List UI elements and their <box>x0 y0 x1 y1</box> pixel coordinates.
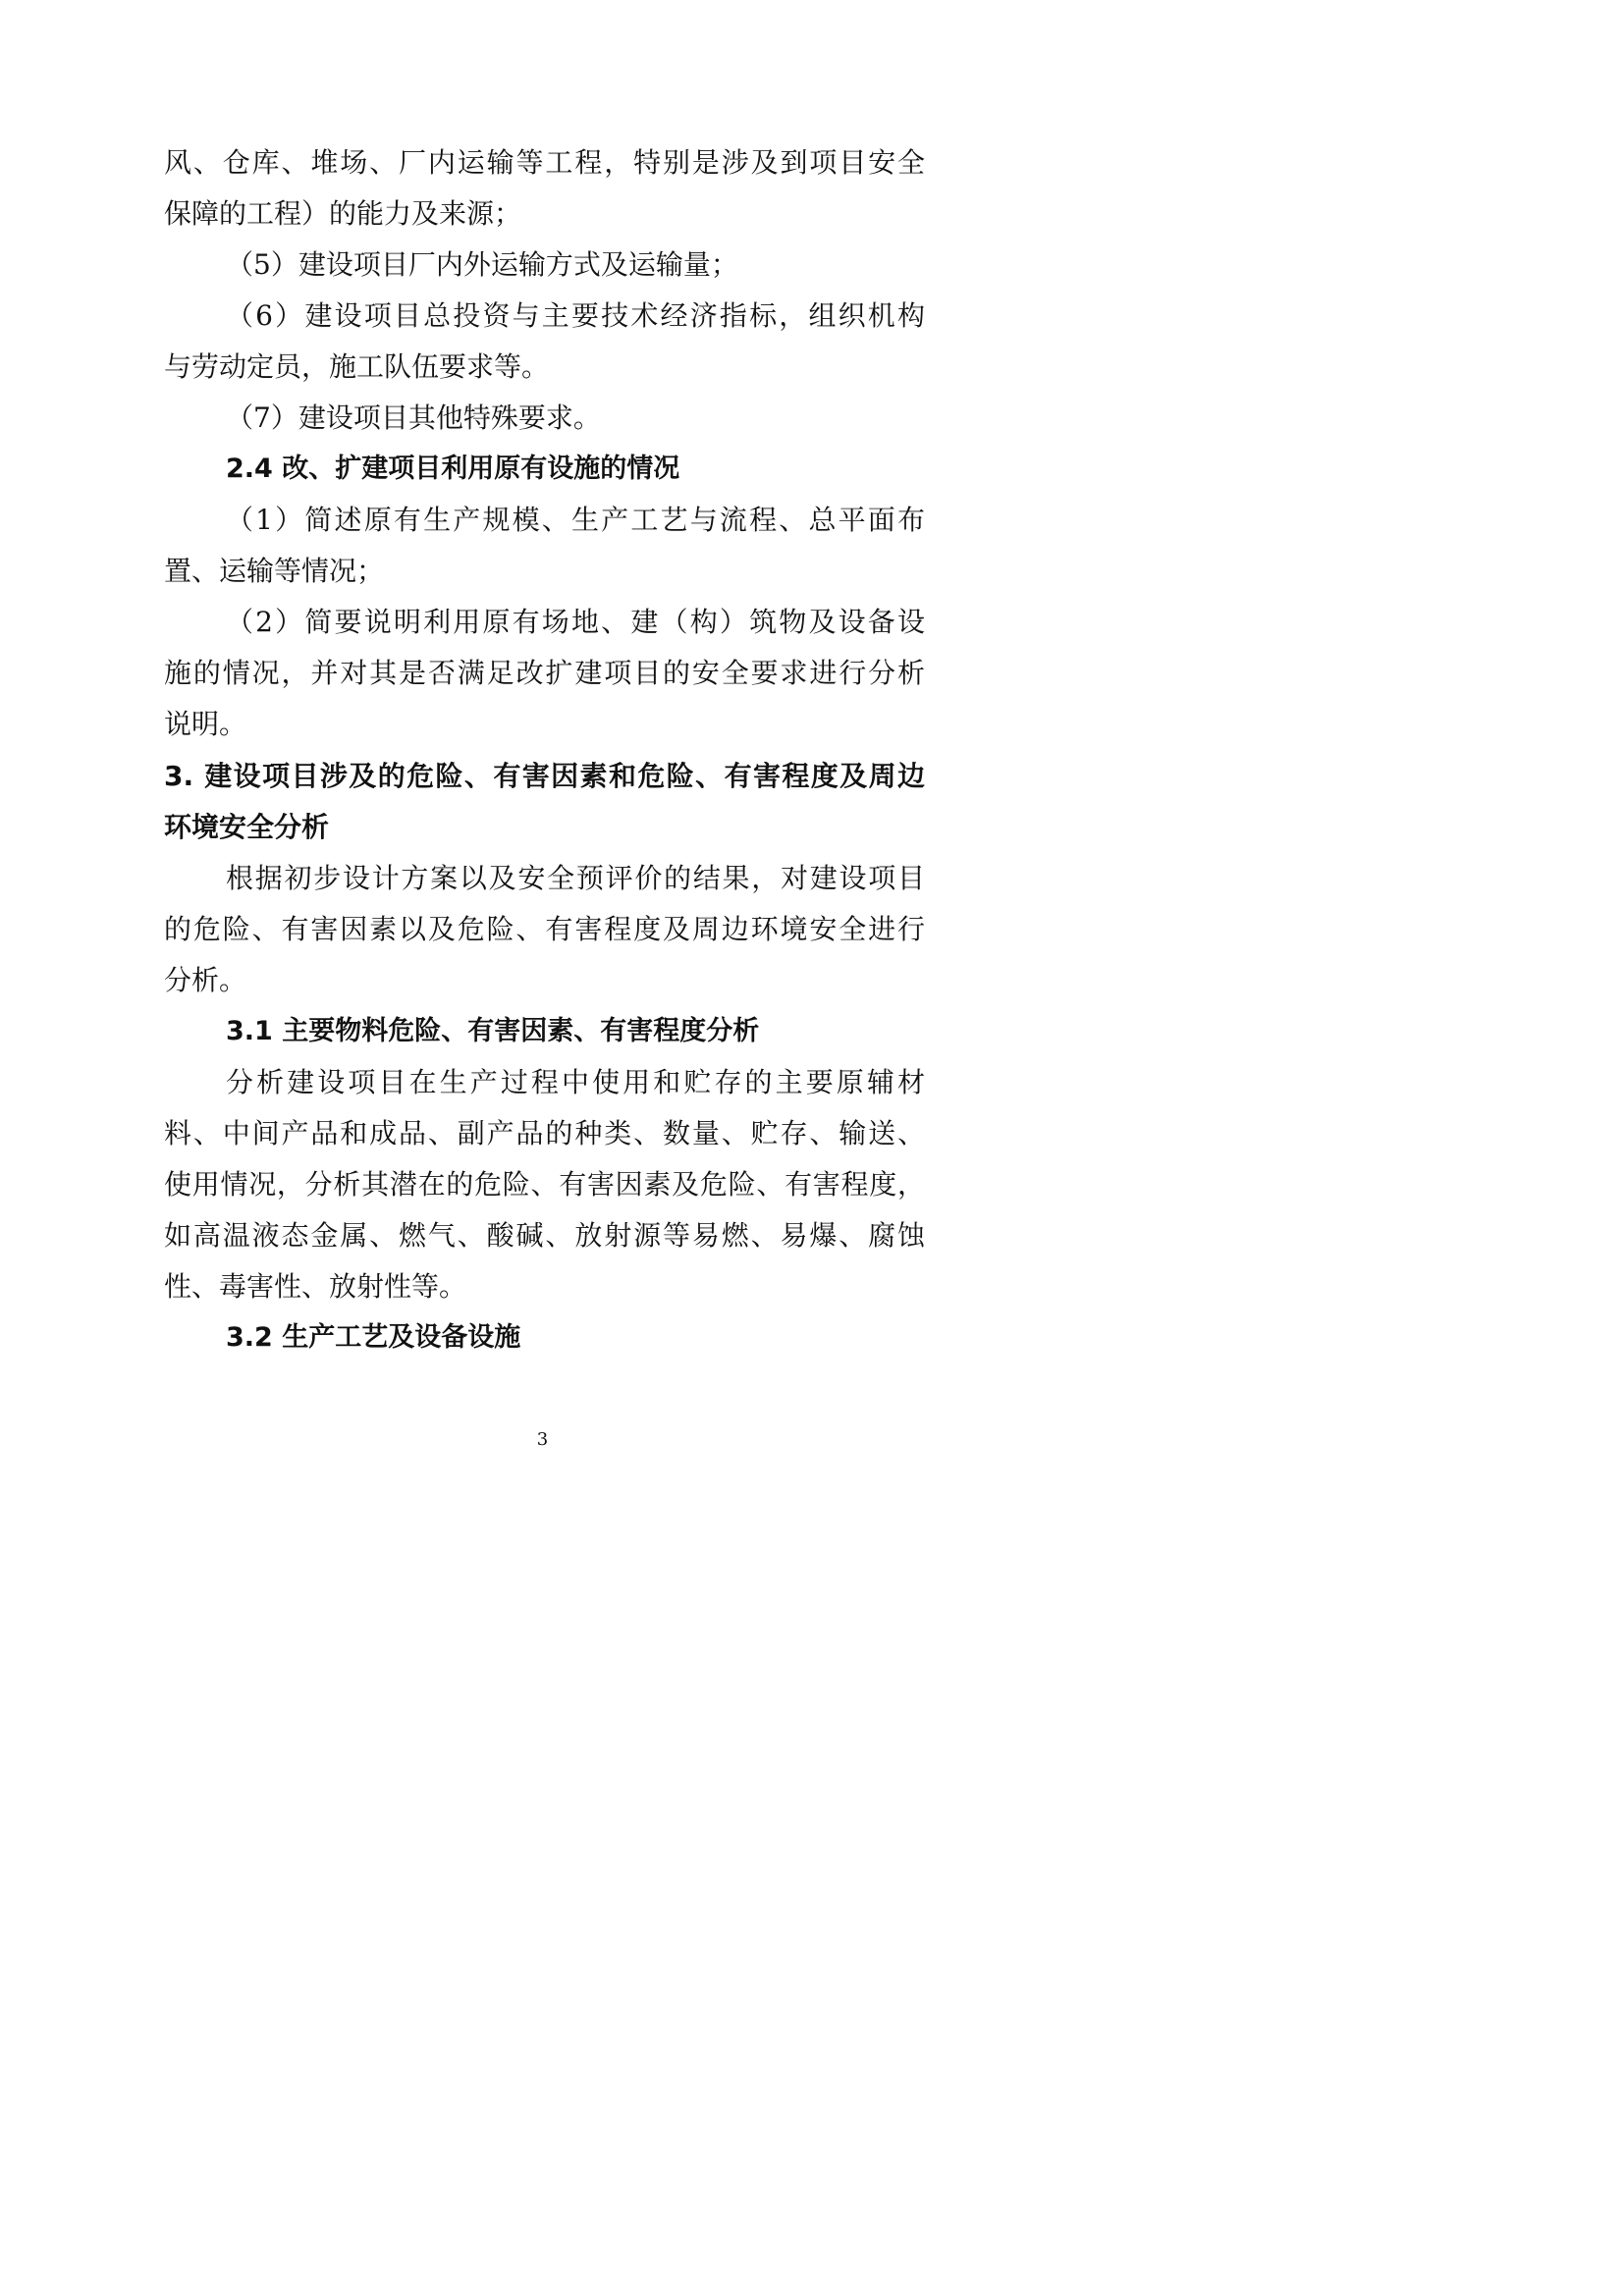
section-heading-3-1: 3.1 主要物料危险、有害因素、有害程度分析 <box>226 1016 760 1046</box>
body-text-line: 如高温液态金属、燃气、酸碱、放射源等易燃、易爆、腐蚀 <box>164 1219 925 1252</box>
body-text-line: 与劳动定员，施工队伍要求等。 <box>164 350 550 383</box>
chapter-heading-3-cont: 环境安全分析 <box>164 811 330 843</box>
paragraph-start: 根据初步设计方案以及安全预评价的结果，对建设项目 <box>226 862 925 894</box>
section-heading-3-2: 3.2 生产工艺及设备设施 <box>226 1322 521 1353</box>
chapter-heading-3: 3. 建设项目涉及的危险、有害因素和危险、有害程度及周边 <box>164 760 925 792</box>
paragraph-start: 分析建设项目在生产过程中使用和贮存的主要原辅材 <box>226 1066 925 1098</box>
list-item-2: （2）简要说明利用原有场地、建（构）筑物及设备设 <box>226 606 925 638</box>
list-item-7: （7）建设项目其他特殊要求。 <box>226 401 601 434</box>
page-number: 3 <box>536 1429 549 1450</box>
document-page <box>0 0 1085 1534</box>
body-text-line: 风、仓库、堆场、厂内运输等工程，特别是涉及到项目安全 <box>164 146 925 179</box>
body-text-line: 分析。 <box>164 964 247 996</box>
section-heading-2-4: 2.4 改、扩建项目利用原有设施的情况 <box>226 454 680 484</box>
body-text-line: 置、运输等情况； <box>164 555 385 587</box>
body-text-line: 施的情况，并对其是否满足改扩建项目的安全要求进行分析 <box>164 657 925 689</box>
body-text-line: 料、中间产品和成品、副产品的种类、数量、贮存、输送、 <box>164 1117 925 1149</box>
list-item-1: （1）简述原有生产规模、生产工艺与流程、总平面布 <box>226 504 925 536</box>
body-text-line: 性、毒害性、放射性等。 <box>164 1270 467 1303</box>
body-text-line: 保障的工程）的能力及来源； <box>164 197 522 230</box>
list-item-6: （6）建设项目总投资与主要技术经济指标，组织机构 <box>226 299 925 332</box>
body-text-line: 说明。 <box>164 708 247 740</box>
list-item-5: （5）建设项目厂内外运输方式及运输量； <box>226 248 738 281</box>
body-text-line: 使用情况，分析其潜在的危险、有害因素及危险、有害程度， <box>164 1168 925 1201</box>
body-text-line: 的危险、有害因素以及危险、有害程度及周边环境安全进行 <box>164 913 925 945</box>
